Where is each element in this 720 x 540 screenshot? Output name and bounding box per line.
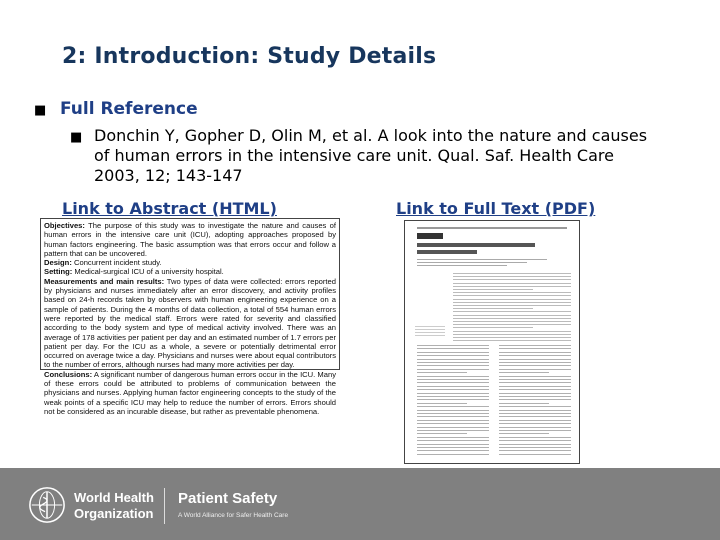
objectives-text: The purpose of this study was to investigate the nature and causes of human errors in the intensive care unit (ICU), adopting approaches proposed by human factors engineering. The basic assumption was that errors occur and follow a pattern that can be uncovered. — [44, 221, 337, 258]
thumb-text-line — [417, 433, 467, 434]
thumb-text-line — [453, 327, 533, 328]
thumb-text-line — [499, 454, 571, 455]
thumb-text-line — [417, 348, 489, 349]
bullet-full-reference — [34, 99, 198, 119]
thumb-text-line — [453, 283, 571, 284]
design-text: Concurrent incident study. — [73, 258, 162, 268]
thumb-text-line — [453, 315, 571, 316]
thumb-text-line — [417, 410, 489, 411]
thumb-text-line — [417, 450, 489, 451]
thumb-text-line — [417, 416, 489, 417]
thumb-text-line — [417, 369, 489, 370]
thumb-text-line — [499, 399, 571, 400]
thumb-text-line — [417, 389, 489, 390]
conclusions-label: Conclusions: — [44, 369, 93, 379]
abstract-link[interactable]: Link to Abstract (HTML) — [62, 199, 277, 218]
thumb-text-line — [453, 340, 571, 341]
thumb-text-line — [417, 420, 489, 421]
thumb-text-line — [499, 416, 571, 417]
measurements-text: Two types of data were collected: errors reported by physicians and nurses immediately after an error discovery, and activity profiles based on 24-h records taken by observers with human engineering experience on a sample of patients. During the 4 months of data collection, a total of 554 human errors were reported by the medical staff. Errors were rated for severity and classified according to the body system and type of medical activity involved. There was an average of 178 activities per patient per day and an estimated number of 1.7 errors per patient per day. For the ICU as a whole, a severe or potentially detrimental error occurred on average twice a day. Physicians and nurses were about equal contributors to the number of errors, although nurses had many more activities per day. — [44, 276, 336, 370]
thumb-text-line — [417, 413, 489, 414]
thumb-text-line — [499, 376, 571, 377]
thumb-text-line — [499, 427, 571, 428]
thumb-text-line — [453, 292, 571, 293]
thumb-text-line — [417, 440, 489, 441]
objectives-label: Objectives: — [44, 221, 85, 230]
bullet-reference — [70, 126, 670, 185]
who-name-line2: Organization — [74, 506, 154, 521]
thumb-title-line — [417, 250, 477, 254]
footer-divider — [164, 488, 165, 524]
thumb-text-line — [453, 286, 571, 287]
thumb-section-tag — [417, 233, 443, 239]
who-name-line1: World Health — [74, 490, 154, 505]
thumb-header-bar — [417, 227, 567, 229]
thumb-text-line — [417, 345, 489, 346]
thumb-text-line — [499, 444, 571, 445]
thumb-text-line — [453, 318, 571, 319]
thumb-text-line — [415, 332, 445, 333]
thumb-text-line — [417, 393, 489, 394]
thumb-text-line — [453, 289, 533, 290]
thumb-text-line — [417, 447, 489, 448]
thumb-text-line — [417, 362, 489, 363]
thumb-text-line — [499, 379, 571, 380]
thumb-text-line — [499, 372, 549, 373]
measurements-label: Measurements and main results: — [44, 276, 165, 286]
thumb-text-line — [499, 450, 571, 451]
thumb-text-line — [417, 262, 527, 263]
reference-text: Donchin Y, Gopher D, Olin M, et al. A look into the nature and causes of human errors in the intensive care unit. Qual. Saf. Health Care 2003, 12; 143-147 — [94, 126, 648, 185]
setting-text: Medical-surgical ICU of a university hospital. — [74, 267, 224, 277]
thumb-text-line — [417, 382, 489, 383]
patient-safety-title: Patient Safety — [178, 490, 278, 507]
thumb-text-line — [499, 420, 571, 421]
bullet-full-reference-label: Full Reference — [60, 99, 198, 119]
who-name — [74, 490, 154, 522]
who-emblem-icon — [28, 486, 66, 524]
thumb-text-line — [499, 369, 571, 370]
thumb-text-line — [417, 454, 489, 455]
thumb-text-line — [417, 423, 489, 424]
thumb-text-line — [417, 352, 489, 353]
thumb-text-line — [499, 352, 571, 353]
setting-label: Setting: — [44, 267, 73, 277]
thumb-text-line — [499, 382, 571, 383]
thumb-title-line — [417, 243, 535, 247]
patient-safety-tagline: A World Alliance for Safer Health Care — [178, 512, 289, 519]
thumb-text-line — [453, 334, 571, 335]
thumb-text-line — [417, 406, 489, 407]
thumb-text-line — [499, 413, 571, 414]
thumb-text-line — [415, 329, 445, 330]
thumb-text-line — [417, 437, 489, 438]
thumb-text-line — [499, 440, 571, 441]
thumb-text-line — [417, 430, 489, 431]
thumb-text-line — [417, 355, 489, 356]
thumb-text-line — [453, 302, 571, 303]
thumb-text-line — [499, 430, 571, 431]
thumb-text-line — [453, 305, 571, 306]
thumb-text-line — [499, 355, 571, 356]
thumb-text-line — [417, 403, 467, 404]
thumb-text-line — [417, 259, 547, 260]
thumb-text-line — [499, 362, 571, 363]
thumb-text-line — [453, 295, 571, 296]
thumb-text-line — [417, 444, 489, 445]
thumb-text-line — [499, 433, 549, 434]
thumb-text-line — [417, 386, 489, 387]
thumb-text-line — [499, 345, 571, 346]
thumb-text-line — [453, 337, 571, 338]
thumb-text-line — [453, 311, 571, 312]
thumb-text-line — [417, 359, 489, 360]
thumb-text-line — [417, 365, 489, 366]
thumb-text-line — [453, 299, 571, 300]
thumb-text-line — [499, 393, 571, 394]
thumb-text-line — [417, 376, 489, 377]
thumb-text-line — [499, 386, 571, 387]
thumb-text-line — [499, 348, 571, 349]
full-text-link[interactable]: Link to Full Text (PDF) — [396, 199, 596, 218]
thumb-text-line — [417, 265, 507, 266]
thumb-text-line — [417, 396, 489, 397]
bullet-square-icon: ■ — [34, 103, 47, 118]
thumb-text-line — [453, 324, 571, 325]
thumb-text-line — [499, 403, 549, 404]
thumb-text-line — [415, 335, 445, 336]
thumb-text-line — [499, 389, 571, 390]
thumb-text-line — [499, 359, 571, 360]
thumb-text-line — [415, 326, 445, 327]
thumb-text-line — [417, 372, 467, 373]
thumb-text-line — [453, 279, 571, 280]
thumb-text-line — [417, 427, 489, 428]
thumb-text-line — [499, 437, 571, 438]
bullet-square-icon: ■ — [70, 130, 83, 145]
thumb-text-line — [417, 379, 489, 380]
thumb-text-line — [499, 423, 571, 424]
thumb-text-line — [453, 276, 571, 277]
thumb-text-line — [453, 331, 571, 332]
thumb-text-line — [453, 273, 571, 274]
conclusions-text: A significant number of dangerous human errors occur in the ICU. Many of these errors could be attributed to problems of communication between the physicians and nurses. Applying human factor engineering concepts to the study of the weak points of a specific ICU may help to reduce the number of errors. Errors should not be considered as an incurable disease, but rather as preventable phenomena. — [44, 369, 336, 416]
thumb-text-line — [417, 399, 489, 400]
thumb-text-line — [499, 365, 571, 366]
thumb-text-line — [499, 406, 571, 407]
thumb-text-line — [499, 396, 571, 397]
design-label: Design: — [44, 258, 72, 268]
full-text-thumbnail[interactable] — [404, 220, 580, 464]
thumb-text-line — [499, 410, 571, 411]
thumb-text-line — [453, 321, 571, 322]
thumb-text-line — [453, 308, 533, 309]
thumb-text-line — [499, 447, 571, 448]
slide-title: 2: Introduction: Study Details — [62, 44, 437, 69]
abstract-image[interactable] — [40, 218, 340, 416]
